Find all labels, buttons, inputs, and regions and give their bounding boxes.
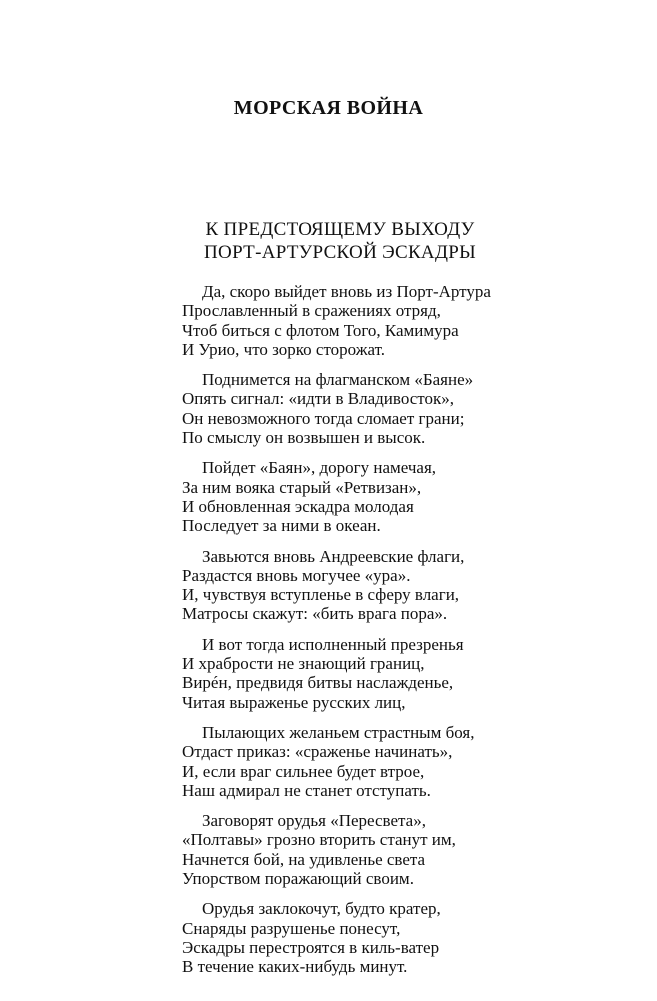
poem-line: Заговорят орудья «Пересвета», xyxy=(202,811,426,831)
poem-line: Прославленный в сражениях отряд, xyxy=(182,301,441,321)
poem-line: Он невозможного тогда сломает грани; xyxy=(182,408,465,428)
poem-line: И вот тогда исполненный презренья xyxy=(202,634,464,654)
poem-line: Начнется бой, на удивленье света xyxy=(182,849,426,869)
stanza xyxy=(182,723,562,800)
poem-line: Поднимется на флагманском «Баяне» xyxy=(202,370,474,390)
poem-line: И храбрости не знающий границ, xyxy=(182,654,425,674)
poem-title-line: К ПРЕДСТОЯЩЕМУ ВЫХОДУ xyxy=(205,219,475,240)
stanza xyxy=(182,282,562,359)
poem-line: И Урио, что зорко сторожат. xyxy=(182,339,386,359)
poem-line: Последует за ними в океан. xyxy=(182,516,381,536)
stanza xyxy=(182,370,562,447)
poem-line: И обновленная эскадра молодая xyxy=(182,496,414,516)
poem-line: Раздастся вновь могучее «ура». xyxy=(182,565,411,585)
poem-line: Наш адмирал не станет отступать. xyxy=(182,780,431,800)
poem-line: В течение каких-нибудь минут. xyxy=(182,957,408,977)
poem-line: По смыслу он возвышен и высок. xyxy=(182,428,426,448)
poem-line: Пылающих желаньем страстным боя, xyxy=(202,722,475,742)
poem-line: Снаряды разрушенье понесут, xyxy=(182,918,401,938)
poem-line: Чтоб биться с флотом Того, Камимура xyxy=(182,320,459,340)
poem-line: Завьются вновь Андреевские флаги, xyxy=(202,546,465,566)
poem-line: Опять сигнал: «идти в Владивосток», xyxy=(182,389,454,409)
poem-line: Упорством поражающий своим. xyxy=(182,869,414,889)
poem-line: Вирéн, предвидя битвы наслажденье, xyxy=(182,673,454,693)
poem-line: Эскадры перестроятся в киль-ватер xyxy=(182,937,440,957)
poem-line: И, если враг сильнее будет втрое, xyxy=(182,761,425,781)
stanza xyxy=(182,635,562,712)
poem-body xyxy=(182,282,562,988)
poem-line: И, чувствуя вступленье в сферу влаги, xyxy=(182,585,460,605)
poem-line: За ним вояка старый «Ретвизан», xyxy=(182,477,422,497)
poem-line: Читая выраженье русских лиц, xyxy=(182,692,406,712)
poem-line: Матросы скажут: «бить врага пора». xyxy=(182,604,448,624)
poem-title-line: ПОРТ-АРТУРСКОЙ ЭСКАДРЫ xyxy=(204,242,476,263)
poem-title xyxy=(195,218,485,264)
section-title: МОРСКАЯ ВОЙНА xyxy=(233,97,424,119)
poem-line: Отдаст приказ: «сраженье начинать», xyxy=(182,742,453,762)
poem-line: Пойдет «Баян», дорогу намечая, xyxy=(202,458,437,478)
stanza xyxy=(182,899,562,976)
poem-line: Орудья заклокочут, будто кратер, xyxy=(202,899,441,919)
stanza xyxy=(182,547,562,624)
stanza xyxy=(182,811,562,888)
poem-line: Да, скоро выйдет вновь из Порт-Артура xyxy=(202,282,491,301)
poem-line: «Полтавы» грозно вторить станут им, xyxy=(182,830,456,850)
stanza xyxy=(182,458,562,535)
